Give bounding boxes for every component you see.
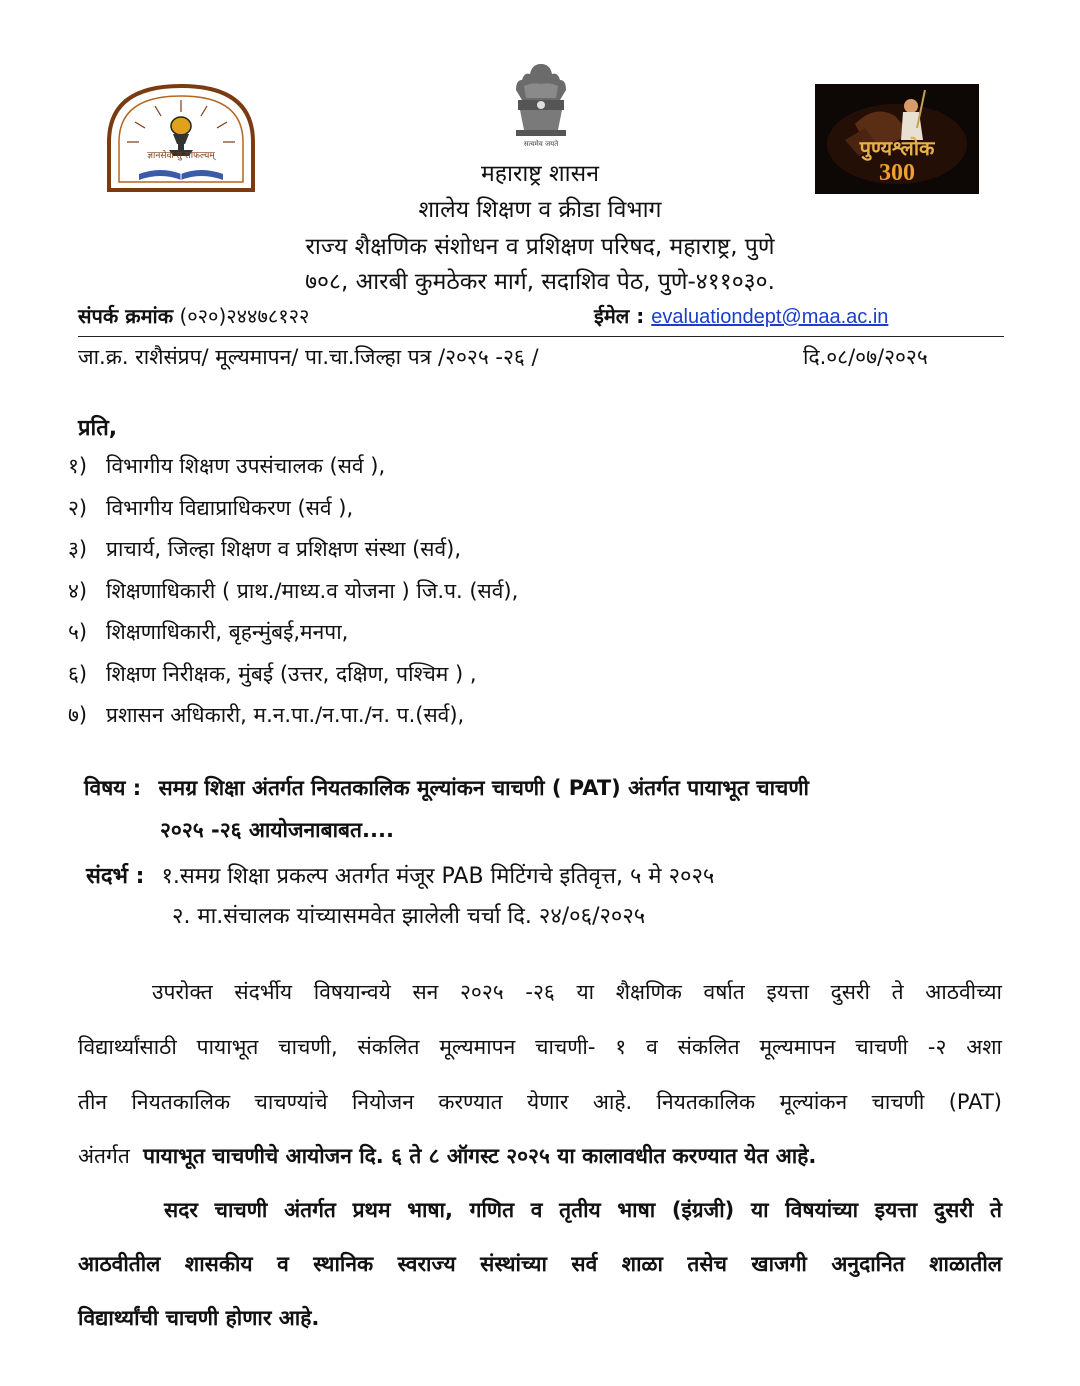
recipient-item: ३) प्राचार्य, जिल्हा शिक्षण व प्रशिक्षण संस्था (सर्व), [68, 537, 462, 561]
emblem-motto: सत्यमेव जयते [523, 140, 559, 148]
contact-line [78, 302, 309, 329]
body-line: सदर चाचणी अंतर्गत प्रथम भाषा, गणित व तृतीय भाषा (इंग्रजी) या विषयांच्या इयत्ता दुसरी ते [164, 1198, 1002, 1222]
body-line: विद्यार्थ्यांची चाचणी होणार आहे. [78, 1306, 320, 1330]
recipient-item: ६) शिक्षण निरीक्षक, मुंबई (उत्तर, दक्षिण, पश्चिम ) , [68, 662, 477, 686]
subject-line [84, 774, 809, 802]
subject-label: विषय : [84, 776, 142, 800]
email-link[interactable]: evaluationdept@maa.ac.in [651, 306, 889, 328]
email-label: ईमेल : [594, 304, 645, 328]
logo-motto: ज्ञानसेवा तु साफल्यम् [147, 151, 215, 161]
department-name: शालेय शिक्षण व क्रीडा विभाग [418, 197, 662, 223]
letter-date: दि.०८/०७/२०२५ [803, 345, 928, 369]
contact-number: (०२०)२४४७८१२२ [179, 304, 310, 328]
reference-number: जा.क्र. राशैसंप्रप/ मूल्यमापन/ पा.चा.जिल्हा पत्र /२०२५ -२६ / [78, 345, 539, 369]
body-line: तीन नियतकालिक चाचण्यांचे नियोजन करण्यात येणार आहे. नियतकालिक मूल्यांकन चाचणी (PAT) [78, 1090, 1002, 1114]
body-line: अंतर्गत पायाभूत चाचणीचे आयोजन दि. ६ ते ८ ऑगस्ट २०२५ या कालावधीत करण्यात येत आहे. [78, 1144, 817, 1168]
recipient-item: २) विभागीय विद्याप्राधिकरण (सर्व ), [68, 496, 354, 520]
body-line: विद्यार्थ्यांसाठी पायाभूत चाचणी, संकलित मूल्यमापन चाचणी- १ व संकलित मूल्यमापन चाचणी -२ अशा [78, 1035, 1002, 1059]
header-divider [78, 336, 1004, 337]
recipient-item: ४) शिक्षणाधिकारी ( प्राथ./माध्य.व योजना ) जि.प. (सर्व), [68, 579, 519, 603]
council-name: राज्य शैक्षणिक संशोधन व प्रशिक्षण परिषद, महाराष्ट्र, पुणे [305, 234, 775, 260]
to-label: प्रति, [78, 416, 118, 441]
subject-text: समग्र शिक्षा अंतर्गत नियतकालिक मूल्यांकन चाचणी ( PAT) अंतर्गत पायाभूत चाचणी [158, 776, 809, 800]
recipient-item: ५) शिक्षणाधिकारी, बृहन्मुंबई,मनपा, [68, 620, 349, 644]
body-line: उपरोक्त संदर्भीय विषयान्वये सन २०२५ -२६ या शैक्षणिक वर्षात इयत्ता दुसरी ते आठवीच्या [152, 980, 1002, 1004]
logo-title: पुण्यश्लोक [859, 136, 935, 160]
logo-number: 300 [879, 160, 915, 186]
references-label: संदर्भ : [86, 864, 145, 889]
office-address: ७०८, आरबी कुमठेकर मार्ग, सदाशिव पेठ, पुणे-४११०३०. [305, 269, 775, 295]
govt-name: महाराष्ट्र शासन [481, 161, 599, 187]
exam-schedule: पायाभूत चाचणीचे आयोजन दि. ६ ते ८ ऑगस्ट २०२५ या कालावधीत करण्यात येत आहे. [143, 1144, 817, 1168]
national-emblem [502, 60, 580, 152]
recipient-item: ७) प्रशासन अधिकारी, म.न.पा./न.पा./न. प.(सर्व), [68, 703, 465, 727]
recipient-item: १) विभागीय शिक्षण उपसंचालक (सर्व ), [68, 454, 386, 478]
reference-1: १.समग्र शिक्षा प्रकल्प अतर्गत मंजूर PAB मिटिंगचे इतिवृत्त, ५ मे २०२५ [161, 864, 715, 889]
reference-2: २. मा.संचालक यांच्यासमवेत झालेली चर्चा दि. २४/०६/२०२५ [172, 904, 646, 929]
references-line [86, 860, 714, 890]
email-line [594, 302, 888, 329]
body-line: आठवीतील शासकीय व स्थानिक स्वराज्य संस्थांच्या सर्व शाळा तसेच खाजगी अनुदानित शाळातील [78, 1252, 1002, 1276]
contact-label: संपर्क क्रमांक [78, 304, 174, 328]
subject-text-cont: २०२५ -२६ आयोजनाबाबत.... [160, 818, 394, 842]
